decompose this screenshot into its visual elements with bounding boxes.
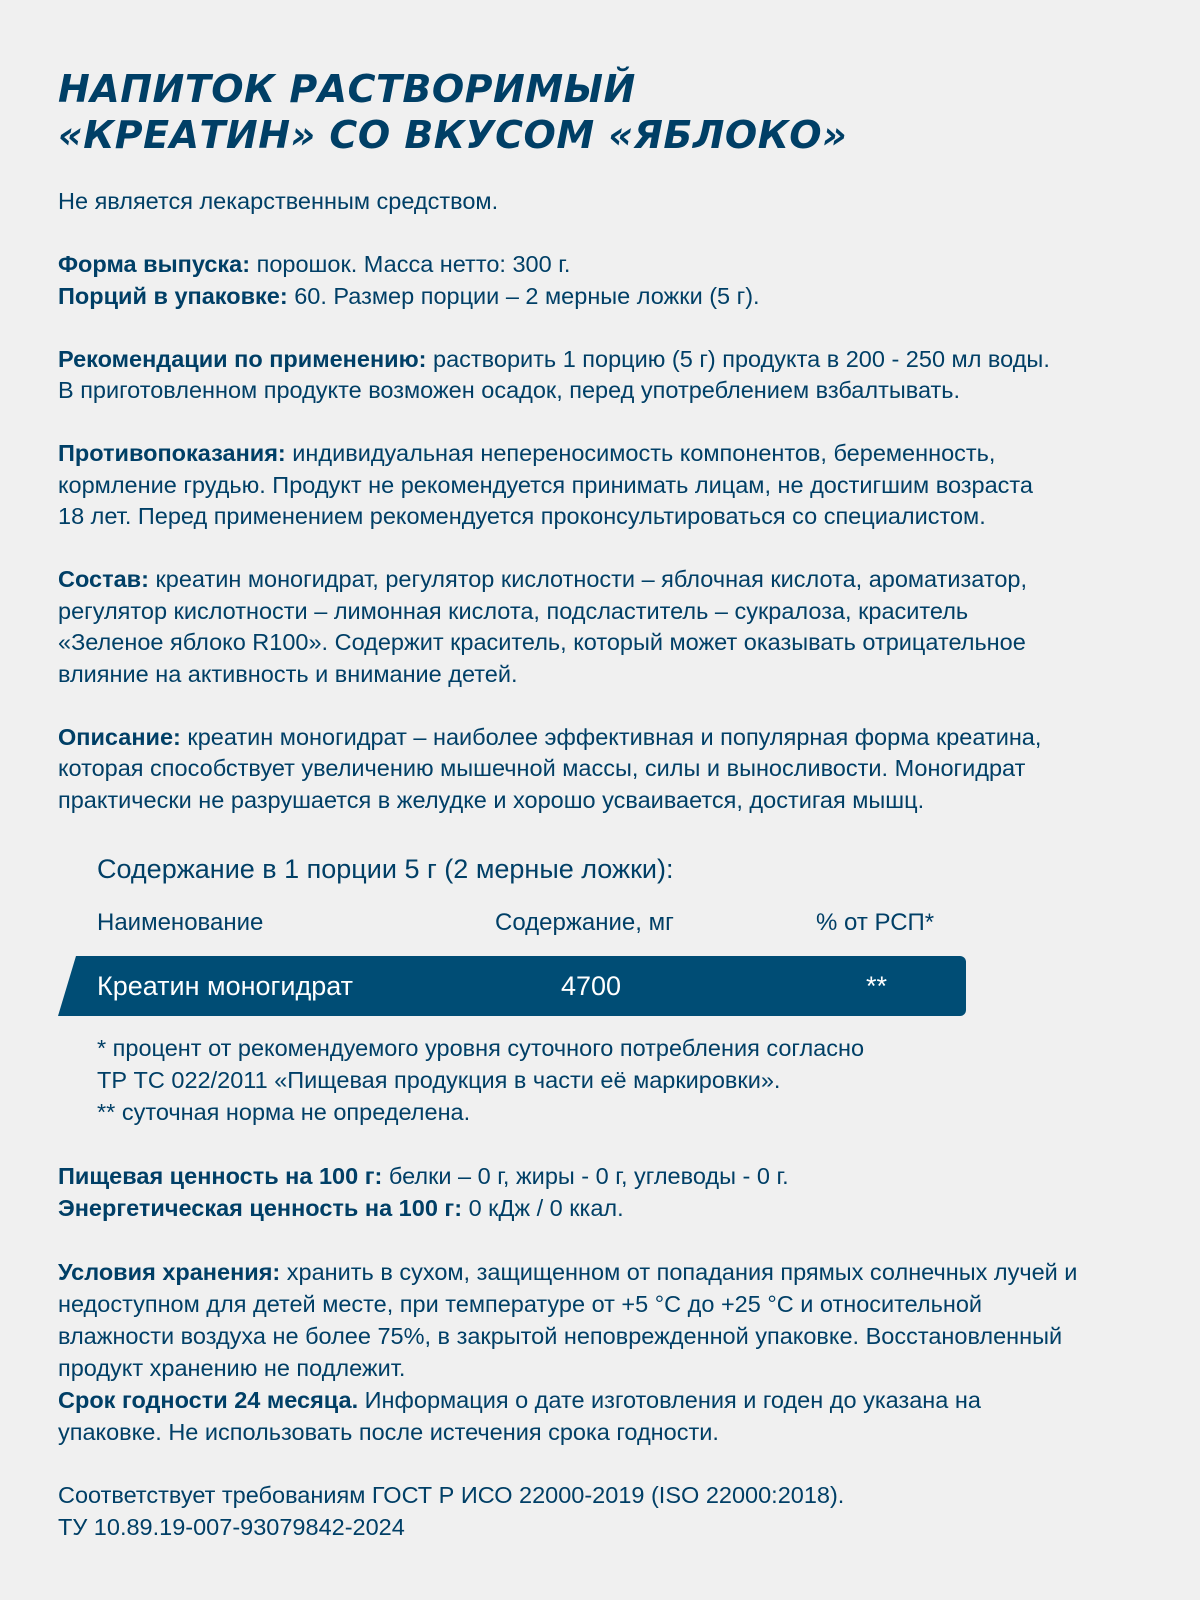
composition-label: Состав: — [58, 566, 149, 592]
description-line-3: практически не разрушается в желудке и хорошо усваивается, достигая мышц. — [58, 786, 925, 813]
storage-text-1: хранить в сухом, защищенном от попадания прямых солнечных лучей и — [280, 1258, 1078, 1285]
footnote-2: ТР ТС 022/2011 «Пищевая продукция в части её маркировки». — [97, 1067, 781, 1093]
spacer — [58, 218, 1168, 250]
description-line-1 — [58, 722, 1168, 754]
shelf-life-line-1 — [58, 1384, 1178, 1416]
portions-line — [58, 281, 1168, 313]
form-label: Форма выпуска: — [58, 251, 251, 277]
product-title — [58, 66, 1158, 158]
spacer — [58, 1224, 1178, 1256]
recommendations-line-2: В приготовленном продукте возможен осадок, перед употреблением взбалтывать. — [58, 377, 961, 403]
spacer — [58, 690, 1168, 722]
label-text-block — [58, 186, 1168, 816]
nutrition-line — [58, 1160, 1178, 1192]
composition-text-1: креатин моногидрат, регулятор кислотности – яблочная кислота, ароматизатор, — [148, 566, 1027, 592]
row-amount-cell: 4700 — [561, 971, 622, 1001]
contraindications-line-2: кормление грудью. Продукт не рекомендуется принимать лицам, не достигшим возраста — [58, 471, 1033, 498]
shelf-life-line-2: упаковке. Не использовать после истечения срока годности. — [58, 1418, 719, 1445]
nutrition-value: белки – 0 г, жиры - 0 г, углеводы - 0 г. — [382, 1163, 789, 1189]
header-amount: Содержание, мг — [495, 909, 674, 936]
table-caption: Содержание в 1 порции 5 г (2 мерные ложки): — [97, 854, 674, 884]
title-line-2: «КРЕАТИН» СО ВКУСОМ «ЯБЛОКО» — [58, 113, 848, 157]
storage-label: Условия хранения: — [58, 1258, 281, 1285]
energy-line — [58, 1192, 1178, 1224]
shelf-life-text-1: Информация о дате изготовления и годен до указана на — [358, 1386, 981, 1413]
energy-value: 0 кДж / 0 ккал. — [462, 1195, 624, 1221]
portions-value: 60. Размер порции – 2 мерные ложки (5 г). — [287, 282, 760, 309]
contraindications-label: Противопоказания: — [58, 440, 286, 466]
description-line-2: которая способствует увеличению мышечной массы, силы и выносливости. Моногидрат — [58, 755, 1026, 781]
table-footnotes — [97, 1032, 1097, 1128]
contraindications-line-3: 18 лет. Перед применением рекомендуется проконсультироваться со специалистом. — [58, 503, 986, 529]
row-rsp-cell: ** — [866, 971, 888, 1001]
composition-line-4: влияние на активность и внимание детей. — [58, 660, 518, 687]
spacer — [58, 1448, 1178, 1480]
recommendations-label: Рекомендации по применению: — [58, 345, 427, 372]
storage-line-1 — [58, 1256, 1178, 1288]
storage-line-3: влажности воздуха не более 75%, в закрытой неповрежденной упаковке. Восстановленный — [58, 1322, 1063, 1349]
row-name-cell: Креатин моногидрат — [97, 971, 354, 1001]
footnote-1: * процент от рекомендуемого уровня суточного потребления согласно — [97, 1035, 865, 1061]
spacer — [58, 312, 1168, 344]
contraindications-text-1: индивидуальная непереносимость компонентов, беременность, — [285, 440, 996, 466]
energy-label: Энергетическая ценность на 100 г: — [58, 1195, 463, 1221]
storage-line-2: недоступном для детей месте, при температуре от +5 °С до +25 °С и относительной — [58, 1290, 983, 1317]
header-rsp: % от РСП* — [816, 909, 935, 936]
form-line — [58, 249, 1168, 281]
composition-line-2: регулятор кислотности – лимонная кислота, подсластитель – сукралоза, краситель — [58, 597, 969, 624]
compliance-line-2: ТУ 10.89.19-007-93079842-2024 — [58, 1514, 405, 1540]
composition-line-3: «Зеленое яблоко R100». Содержит краситель, который может оказывать отрицательное — [58, 629, 1026, 655]
storage-line-4: продукт хранению не подлежит. — [58, 1354, 406, 1381]
description-label: Описание: — [58, 723, 181, 750]
nutrition-label: Пищевая ценность на 100 г: — [58, 1163, 383, 1189]
shelf-life-label: Срок годности 24 месяца. — [58, 1386, 359, 1413]
spacer — [58, 407, 1168, 439]
label-text-block-lower — [58, 1160, 1178, 1543]
composition-line-1 — [58, 564, 1168, 596]
title-line-1: НАПИТОК РАСТВОРИМЫЙ — [58, 67, 636, 111]
portions-label: Порций в упаковке: — [58, 282, 288, 309]
header-name: Наименование — [97, 909, 264, 936]
contraindications-line-1 — [58, 438, 1168, 470]
description-text-1: креатин моногидрат – наиболее эффективная и популярная форма креатина, — [180, 723, 1042, 750]
recommendations-line-1 — [58, 344, 1168, 376]
intro-text: Не является лекарственным средством. — [58, 188, 499, 214]
form-value: порошок. Масса нетто: 300 г. — [250, 251, 571, 277]
spacer — [58, 533, 1168, 565]
footnote-3: ** суточная норма не определена. — [97, 1099, 471, 1125]
recommendations-text-1: растворить 1 порцию (5 г) продукта в 200 - 250 мл воды. — [426, 345, 1050, 372]
compliance-line-1: Соответствует требованиям ГОСТ Р ИСО 22000-2019 (ISO 22000:2018). — [58, 1482, 845, 1508]
